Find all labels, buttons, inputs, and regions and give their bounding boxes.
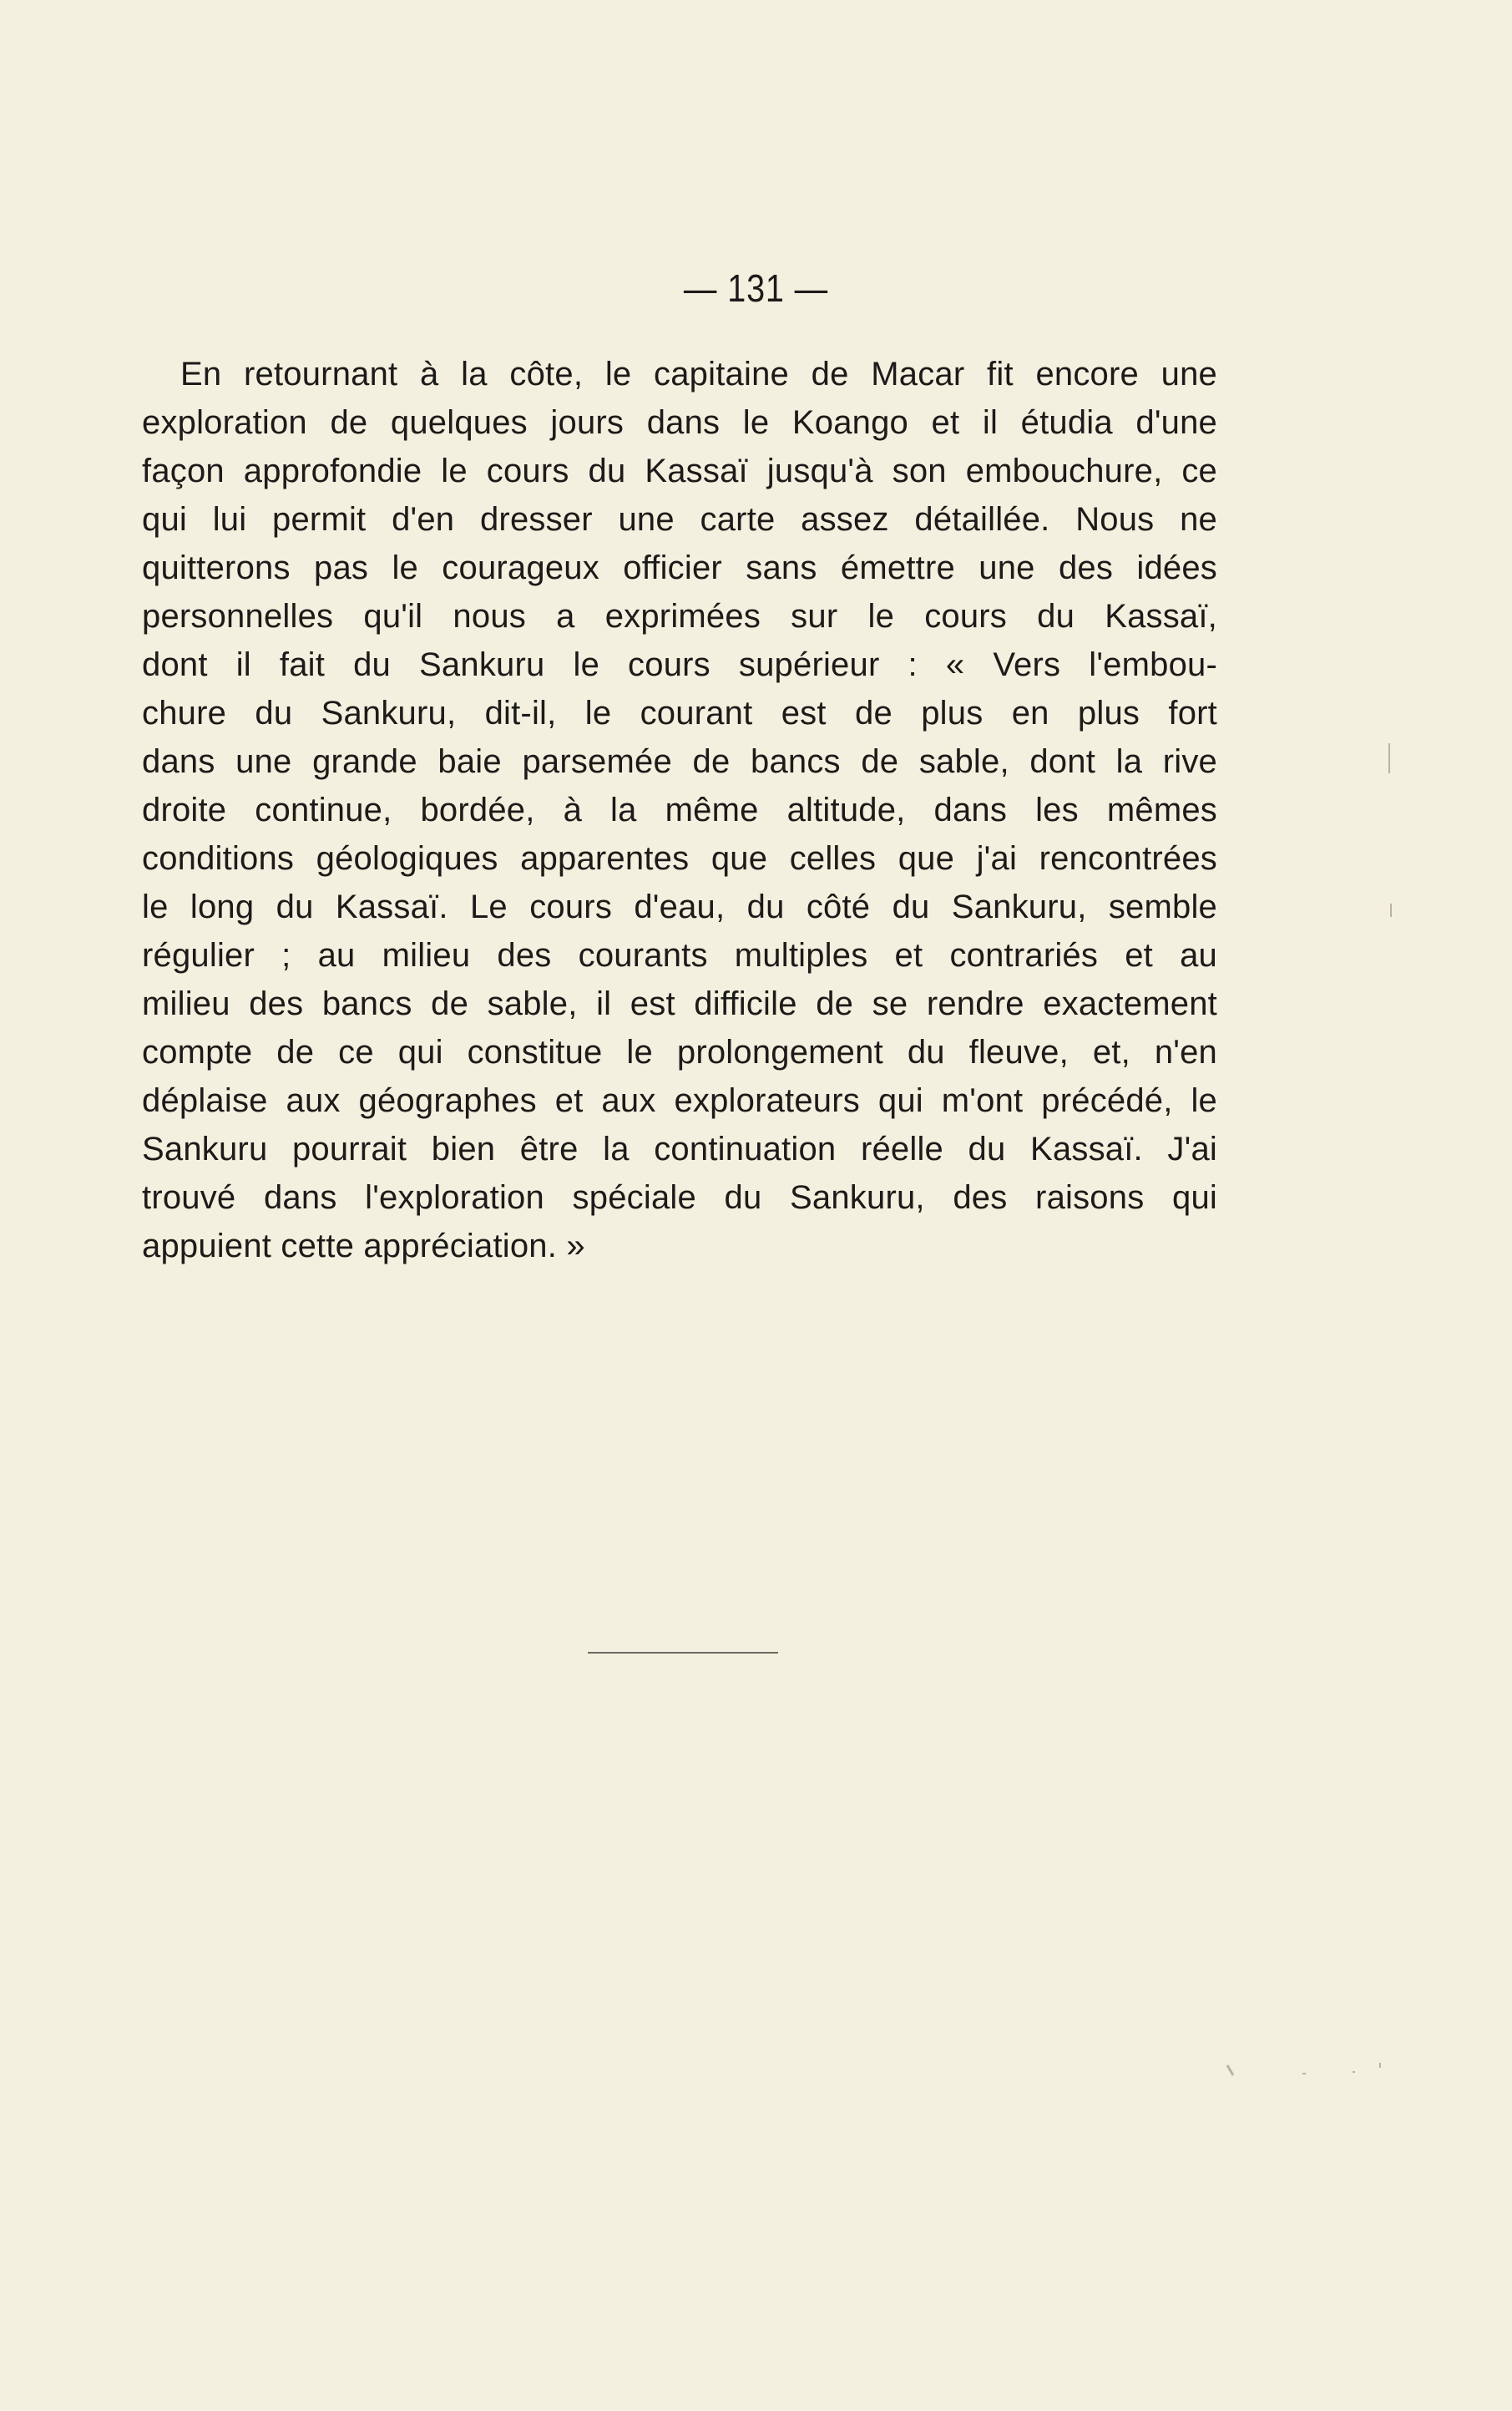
paragraph-line: personnelles qu'il nous a exprimées sur le cours du Kassaï, [142,598,1217,635]
body-paragraph [142,350,1217,1270]
page-number: — 131 — [683,266,829,310]
paper-speck [1379,2063,1381,2068]
paragraph-line: le long du Kassaï. Le cours d'eau, du côté du Sankuru, semble [142,889,1217,925]
paper-speck [1302,2073,1306,2074]
paragraph-line: déplaise aux géographes et aux explorateurs qui m'ont précédé, le [142,1082,1217,1119]
paragraph-line: conditions géologiques apparentes que celles que j'ai rencontrées [142,840,1217,877]
paragraph-line: compte de ce qui constitue le prolongement du fleuve, et, n'en [142,1034,1217,1071]
paragraph-line: quitterons pas le courageux officier sans émettre une des idées [142,550,1217,586]
paragraph-line: exploration de quelques jours dans le Koango et il étudia d'une [142,404,1217,441]
paper-speck [1390,904,1392,917]
paragraph-line: dont il fait du Sankuru le cours supérieur : « Vers l'embou- [142,646,1217,683]
paragraph-line: dans une grande baie parsemée de bancs de sable, dont la rive [142,743,1217,780]
paper-speck [1388,743,1390,773]
paragraph-line: droite continue, bordée, à la même altitude, dans les mêmes [142,792,1217,828]
paragraph-line: Sankuru pourrait bien être la continuation réelle du Kassaï. J'ai [142,1131,1217,1168]
paper-speck [1226,2064,1235,2076]
paragraph-line: milieu des bancs de sable, il est difficile de se rendre exactement [142,985,1217,1022]
paragraph-line: façon approfondie le cours du Kassaï jusqu'à son embouchure, ce [142,453,1217,489]
section-divider [588,1652,778,1654]
paragraph-line: qui lui permit d'en dresser une carte assez détaillée. Nous ne [142,501,1217,538]
paragraph-line: En retournant à la côte, le capitaine de Macar fit encore une [180,356,1217,393]
paragraph-line: chure du Sankuru, dit-il, le courant est de plus en plus fort [142,695,1217,732]
paragraph-line: régulier ; au milieu des courants multiples et contrariés et au [142,937,1217,974]
paragraph-line: trouvé dans l'exploration spéciale du Sankuru, des raisons qui [142,1179,1217,1216]
paragraph-line: appuient cette appréciation. » [142,1228,585,1264]
paper-speck [1353,2071,1355,2073]
